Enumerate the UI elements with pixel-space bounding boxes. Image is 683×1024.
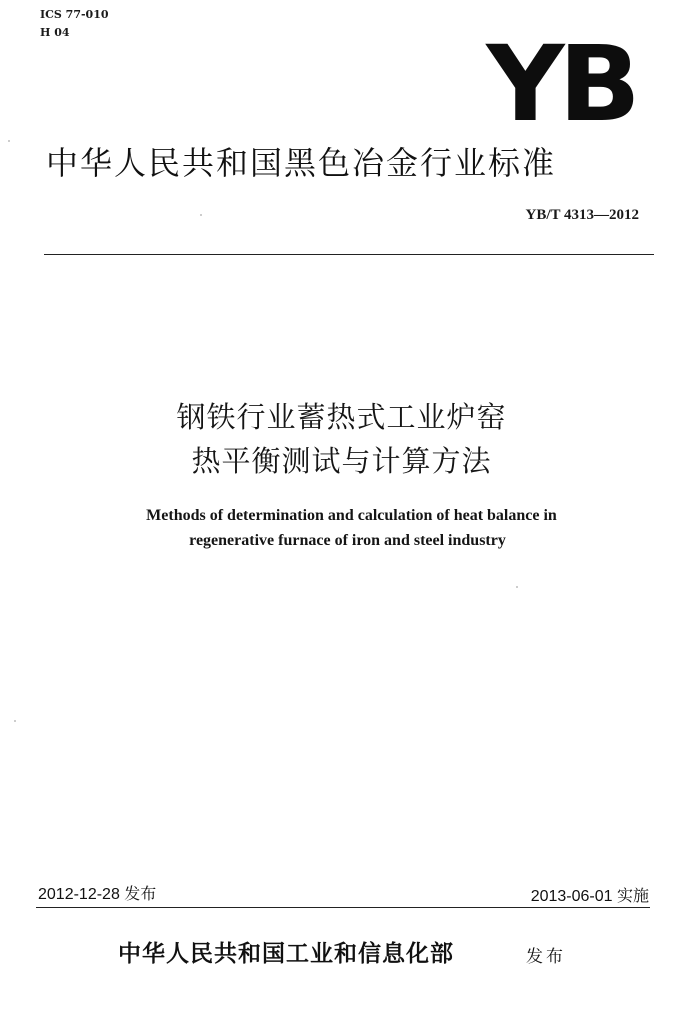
standard-category-title: 中华人民共和国黑色冶金行业标准 (46, 144, 557, 182)
document-title-en-line1: Methods of determination and calculation of heat balance in (146, 507, 557, 524)
yb-logo: YB (486, 23, 635, 145)
ics-code: ICS 77-010 (40, 8, 109, 21)
scan-speck (8, 140, 10, 142)
implementation-date: 2013-06-01 实施 (530, 888, 649, 905)
document-title-cn-line2: 热平衡测试与计算方法 (191, 444, 492, 478)
footer-divider (36, 907, 650, 908)
standard-number: YB/T 4313—2012 (525, 207, 639, 223)
publisher-name: 中华人民共和国工业和信息化部 (118, 940, 454, 967)
document-title-en-line2: regenerative furnace of iron and steel industry (189, 532, 506, 549)
ccs-code: H 04 (40, 26, 70, 39)
scan-speck (516, 586, 518, 588)
scan-speck (14, 720, 16, 722)
issue-date: 2012-12-28 发布 (38, 886, 157, 903)
publish-label: 发布 (526, 947, 566, 967)
document-title-cn-line1: 钢铁行业蓄热式工业炉窑 (176, 400, 507, 434)
header-divider (44, 254, 654, 255)
scan-speck (200, 214, 202, 216)
